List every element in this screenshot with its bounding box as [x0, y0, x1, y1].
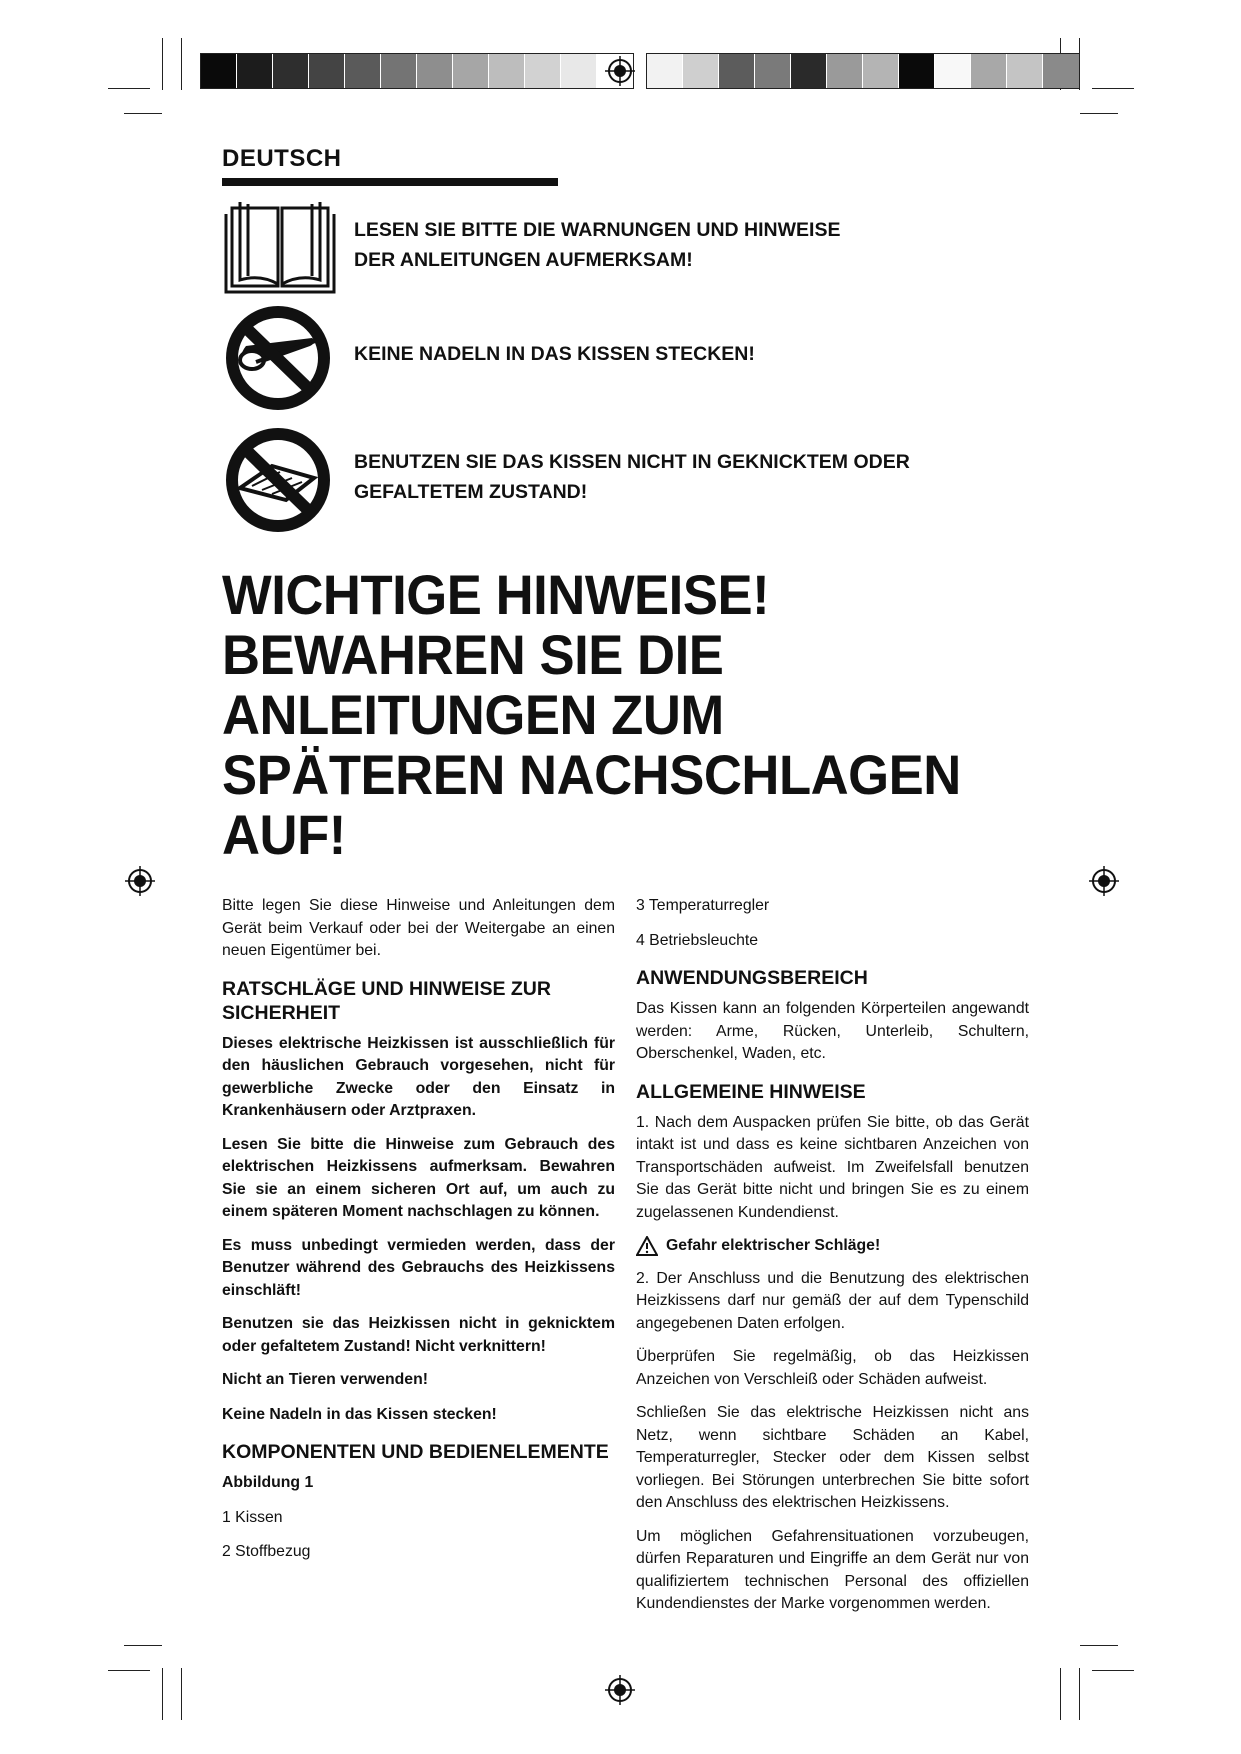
- registration-mark-icon: [125, 866, 155, 896]
- general-paragraph-3: Überprüfen Sie regelmäßig, ob das Heizkissen Anzeichen von Verschleiß oder Schäden aufweist.: [636, 1348, 1029, 1388]
- registration-mark-icon: [605, 56, 635, 86]
- warning-no-pins: KEINE NADELN IN DAS KISSEN STECKEN!: [354, 343, 755, 365]
- components-heading: KOMPONENTEN UND BEDIENELEMENTE: [222, 1441, 609, 1463]
- safety-paragraph-3: Es muss unbedingt vermieden werden, dass der Benutzer während des Gebrauchs des Heizkissens einschläft!: [222, 1236, 615, 1299]
- hazard-text: Gefahr elektrischer Schläge!: [666, 1237, 881, 1254]
- no-pins-icon: [222, 304, 338, 412]
- important-line-1: WICHTIGE HINWEISE!: [222, 563, 770, 626]
- safety-paragraph-1: Dieses elektrische Heizkissen ist ausschließlich für den häuslichen Gebrauch vorgesehen, nicht für gewerbliche Zwecke oder den Einsatz in Krankenhäusern oder Arztpraxen.: [222, 1034, 615, 1119]
- important-line-4: SPÄTEREN NACHSCHLAGEN: [222, 743, 961, 806]
- warning-read-line-1: LESEN SIE BITTE DIE WARNUNGEN UND HINWEISE: [354, 219, 841, 241]
- book-icon: [222, 195, 338, 303]
- usage-heading: ANWENDUNGSBEREICH: [636, 967, 868, 989]
- general-paragraph-2: 2. Der Anschluss und die Benutzung des elektrischen Heizkissens darf nur gemäß der auf dem Typenschild angegebenen Daten erfolgen.: [636, 1269, 1029, 1332]
- general-paragraph-1: 1. Nach dem Auspacken prüfen Sie bitte, ob das Gerät intakt ist und dass es keine sichtbaren Anzeichen von Transportschäden aufweist. Im Zweifelsfall benutzen Sie das Gerät bitte nicht und bringen Sie es zu einem zugelassenen Kundendienst.: [636, 1113, 1029, 1221]
- component-1: 1 Kissen: [222, 1508, 283, 1526]
- heading-underline: [222, 178, 558, 186]
- warning-no-fold: [354, 447, 910, 507]
- safety-paragraph-5: Nicht an Tieren verwenden!: [222, 1371, 428, 1388]
- warning-no-fold-line-1: BENUTZEN SIE DAS KISSEN NICHT IN GEKNICKTEM ODER: [354, 451, 910, 473]
- safety-heading: RATSCHLÄGE UND HINWEISE ZUR SICHERHEIT: [222, 977, 551, 1024]
- right-column: [636, 895, 1029, 1627]
- usage-paragraph: Das Kissen kann an folgenden Körperteilen angewandt werden: Arme, Rücken, Unterleib, Schultern, Oberschenkel, Waden, etc.: [636, 1000, 1029, 1062]
- registration-mark-icon: [1089, 866, 1119, 896]
- component-3: 3 Temperaturregler: [636, 897, 770, 914]
- left-column: [222, 895, 615, 1576]
- warning-read-line-2: DER ANLEITUNGEN AUFMERKSAM!: [354, 249, 693, 271]
- warning-triangle-icon: [636, 1236, 658, 1256]
- important-line-3: ANLEITUNGEN ZUM: [222, 683, 724, 746]
- safety-paragraph-4: Benutzen sie das Heizkissen nicht in geknicktem oder gefaltetem Zustand! Nicht verknittern!: [222, 1315, 615, 1355]
- language-heading: DEUTSCH: [222, 145, 342, 172]
- color-calibration-bar-left: [200, 53, 634, 89]
- no-fold-icon: [222, 426, 338, 534]
- registration-mark-icon: [605, 1675, 635, 1705]
- general-heading: ALLGEMEINE HINWEISE: [636, 1080, 866, 1103]
- color-calibration-bar-right: [646, 53, 1080, 89]
- figure-label: Abbildung 1: [222, 1474, 314, 1491]
- component-2: 2 Stoffbezug: [222, 1543, 311, 1560]
- safety-paragraph-2: Lesen Sie bitte die Hinweise zum Gebrauch des elektrischen Heizkissens aufmerksam. Bewahren Sie sie an einem sicheren Ort auf, um auch zu einem späteren Moment nachschlagen zu können.: [222, 1135, 615, 1220]
- component-4: 4 Betriebsleuchte: [636, 931, 759, 949]
- electric-shock-warning: [636, 1235, 1029, 1258]
- important-notice-heading: [222, 565, 974, 865]
- important-line-2: BEWAHREN SIE DIE: [222, 623, 724, 686]
- safety-paragraph-6: Keine Nadeln in das Kissen stecken!: [222, 1405, 497, 1423]
- warning-no-fold-line-2: GEFALTETEM ZUSTAND!: [354, 481, 588, 503]
- warning-read-manual: [354, 215, 840, 275]
- general-paragraph-4: Schließen Sie das elektrische Heizkissen nicht ans Netz, wenn sichtbare Schäden an Kabel, Temperaturregler, Stecker oder dem Kissen selbst vorliegen. Bei Störungen unterbrechen Sie bitte sofort den Anschluss des elektrischen Heizkissens.: [636, 1404, 1029, 1511]
- general-paragraph-5: Um möglichen Gefahrensituationen vorzubeugen, dürfen Reparaturen und Eingriffe an dem Gerät nur von qualifiziertem technischen Personal des offiziellen Kundendienstes der Marke vorgenommen werden.: [636, 1527, 1029, 1612]
- important-line-5: AUF!: [222, 803, 346, 866]
- intro-paragraph: Bitte legen Sie diese Hinweise und Anleitungen dem Gerät beim Verkauf oder bei der Weitergabe an einen neuen Eigentümer bei.: [222, 897, 615, 959]
